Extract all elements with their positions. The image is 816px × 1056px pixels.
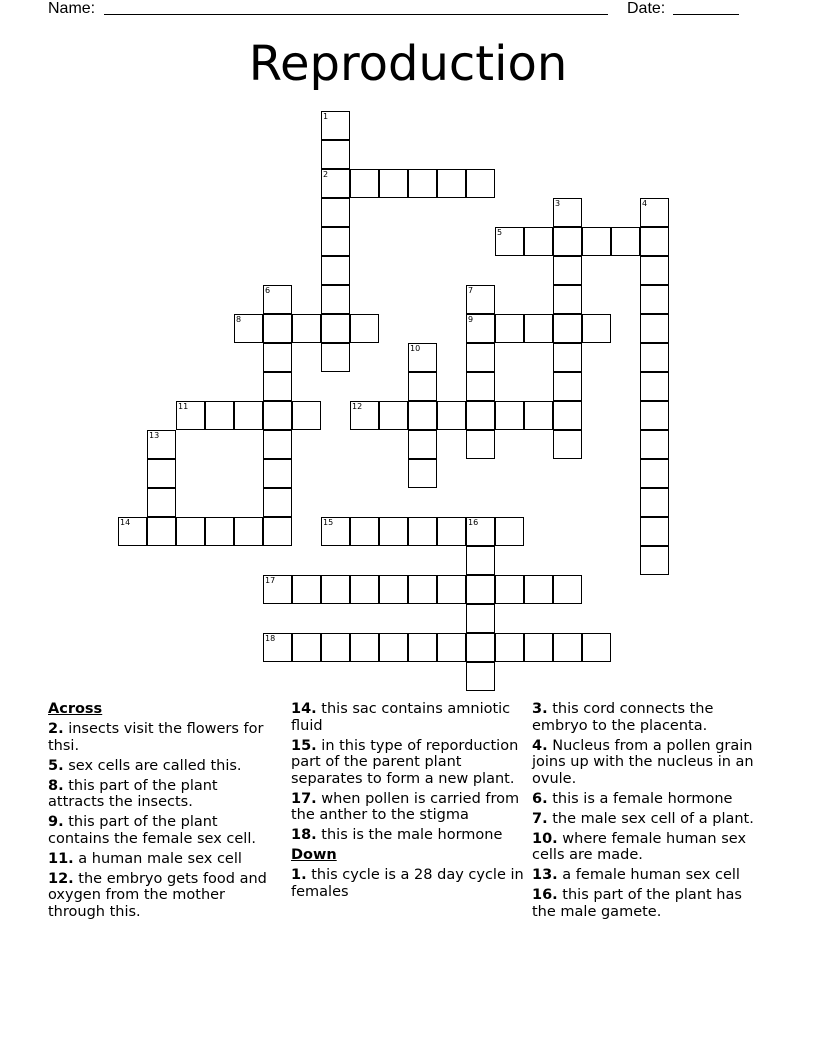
grid-cell[interactable] [553, 227, 582, 256]
clue-item-number: 4. [532, 737, 548, 754]
grid-cell[interactable] [321, 227, 350, 256]
grid-cell[interactable] [408, 633, 437, 662]
grid-cell[interactable] [292, 633, 321, 662]
grid-cell[interactable] [466, 285, 495, 314]
grid-cell[interactable] [582, 227, 611, 256]
grid-cell[interactable] [640, 546, 669, 575]
grid-cell[interactable] [350, 575, 379, 604]
grid-cell[interactable] [495, 227, 524, 256]
grid-cell[interactable] [321, 169, 350, 198]
grid-cell[interactable] [495, 401, 524, 430]
grid-cell[interactable] [466, 343, 495, 372]
clue-item-text: this cycle is a 28 day cycle in females [291, 867, 524, 900]
clue-item-number: 14. [291, 701, 317, 717]
clue-item-number: 17. [291, 790, 317, 807]
grid-cell[interactable] [640, 314, 669, 343]
clue-number: 7 [468, 286, 474, 295]
grid-cell[interactable] [321, 285, 350, 314]
grid-cell[interactable] [263, 575, 292, 604]
grid-cell[interactable] [263, 430, 292, 459]
grid-cell[interactable] [495, 575, 524, 604]
clue-item-text: this is the male hormone [321, 827, 503, 843]
clue-column-2 [291, 701, 526, 904]
grid-cell[interactable] [495, 633, 524, 662]
grid-cell[interactable] [321, 111, 350, 140]
grid-cell[interactable] [321, 314, 350, 343]
clue-item [532, 738, 768, 788]
clue-item-number: 10. [532, 830, 558, 847]
grid-cell[interactable] [234, 314, 263, 343]
grid-cell[interactable] [466, 372, 495, 401]
clue-number: 10 [410, 344, 421, 353]
grid-cell[interactable] [524, 575, 553, 604]
grid-cell[interactable] [263, 343, 292, 372]
grid-cell[interactable] [466, 169, 495, 198]
clue-item [48, 871, 274, 921]
grid-cell[interactable] [408, 401, 437, 430]
across-heading: Across [48, 701, 103, 717]
grid-cell[interactable] [408, 372, 437, 401]
grid-cell[interactable] [553, 343, 582, 372]
page-title: Reproduction [248, 36, 568, 92]
clue-item-text: this cord connects the embryo to the placenta. [532, 701, 714, 734]
grid-cell[interactable] [147, 517, 176, 546]
name-label: Name: [48, 0, 96, 17]
clue-column-1 [48, 701, 274, 924]
grid-cell[interactable] [553, 285, 582, 314]
grid-cell[interactable] [379, 401, 408, 430]
grid-cell[interactable] [263, 459, 292, 488]
grid-cell[interactable] [524, 401, 553, 430]
grid-cell[interactable] [524, 227, 553, 256]
grid-cell[interactable] [147, 459, 176, 488]
grid-cell[interactable] [292, 314, 321, 343]
clue-item-number: 16. [532, 887, 558, 903]
clue-item [291, 791, 526, 824]
clue-column-3 [532, 701, 768, 924]
grid-cell[interactable] [553, 430, 582, 459]
clue-item-text: this part of the plant has the male gamete. [532, 887, 742, 920]
grid-cell[interactable] [379, 575, 408, 604]
clue-number: 12 [352, 402, 363, 411]
clue-item-text: this sac contains amniotic fluid [291, 701, 511, 734]
clue-item-text: a female human sex cell [562, 867, 740, 883]
grid-cell[interactable] [321, 198, 350, 227]
clue-item-text: this part of the plant attracts the insects. [48, 777, 218, 810]
clue-item [291, 738, 526, 788]
grid-cell[interactable] [611, 227, 640, 256]
clue-item [532, 811, 768, 828]
clue-number: 17 [265, 576, 276, 585]
clue-number: 9 [468, 315, 474, 324]
grid-cell[interactable] [263, 401, 292, 430]
grid-cell[interactable] [176, 517, 205, 546]
grid-cell[interactable] [466, 314, 495, 343]
grid-cell[interactable] [437, 575, 466, 604]
grid-cell[interactable] [437, 517, 466, 546]
grid-cell[interactable] [437, 169, 466, 198]
clue-item [291, 867, 526, 900]
grid-cell[interactable] [437, 633, 466, 662]
clue-item-number: 11. [48, 850, 74, 867]
clue-item-text: this part of the plant contains the female sex cell. [48, 814, 256, 847]
grid-cell[interactable] [640, 285, 669, 314]
grid-cell[interactable] [379, 169, 408, 198]
clue-item-text: sex cells are called this. [68, 757, 242, 774]
grid-cell[interactable] [640, 227, 669, 256]
clue-number: 4 [642, 199, 648, 208]
clue-item [532, 701, 768, 734]
clue-number: 18 [265, 634, 276, 643]
clue-item [532, 831, 768, 864]
clue-item-text: when pollen is carried from the anther to the stigma [291, 790, 520, 823]
grid-cell[interactable] [263, 372, 292, 401]
grid-cell[interactable] [379, 517, 408, 546]
grid-cell[interactable] [205, 517, 234, 546]
grid-cell[interactable] [466, 430, 495, 459]
grid-cell[interactable] [437, 401, 466, 430]
grid-cell[interactable] [408, 430, 437, 459]
grid-cell[interactable] [379, 633, 408, 662]
grid-cell[interactable] [263, 633, 292, 662]
grid-cell[interactable] [205, 401, 234, 430]
grid-cell[interactable] [321, 140, 350, 169]
grid-cell[interactable] [321, 517, 350, 546]
clue-item [48, 758, 274, 775]
grid-cell[interactable] [524, 314, 553, 343]
grid-cell[interactable] [263, 314, 292, 343]
clue-item [532, 867, 768, 884]
grid-cell[interactable] [553, 314, 582, 343]
clue-number: 1 [323, 112, 329, 121]
grid-cell[interactable] [640, 198, 669, 227]
clue-item [48, 721, 274, 754]
clue-item [48, 851, 274, 868]
clue-number: 2 [323, 170, 329, 179]
clue-item-number: 1. [291, 867, 307, 883]
clue-item-text: the male sex cell of a plant. [552, 810, 754, 827]
clue-number: 3 [555, 199, 561, 208]
clue-item-text: this is a female hormone [552, 790, 733, 807]
grid-cell[interactable] [408, 459, 437, 488]
grid-cell[interactable] [350, 633, 379, 662]
grid-cell[interactable] [640, 430, 669, 459]
grid-cell[interactable] [495, 517, 524, 546]
clue-number: 6 [265, 286, 271, 295]
grid-cell[interactable] [350, 517, 379, 546]
grid-cell[interactable] [263, 517, 292, 546]
grid-cell[interactable] [640, 488, 669, 517]
grid-cell[interactable] [147, 488, 176, 517]
grid-cell[interactable] [263, 488, 292, 517]
grid-cell[interactable] [640, 401, 669, 430]
grid-cell[interactable] [176, 401, 205, 430]
clue-number: 11 [178, 402, 189, 411]
clue-number: 13 [149, 431, 160, 440]
grid-cell[interactable] [553, 633, 582, 662]
grid-cell[interactable] [640, 517, 669, 546]
grid-cell[interactable] [321, 633, 350, 662]
down-heading: Down [291, 847, 337, 863]
grid-cell[interactable] [321, 343, 350, 372]
clue-item-text: the embryo gets food and oxygen from the mother through this. [48, 870, 267, 920]
clue-item-text: where female human sex cells are made. [532, 830, 747, 863]
grid-cell[interactable] [118, 517, 147, 546]
grid-cell[interactable] [147, 430, 176, 459]
clue-number: 8 [236, 315, 242, 324]
grid-cell[interactable] [408, 517, 437, 546]
grid-cell[interactable] [553, 198, 582, 227]
clue-item [48, 778, 274, 811]
grid-cell[interactable] [582, 314, 611, 343]
clue-item-number: 3. [532, 701, 548, 717]
grid-cell[interactable] [640, 256, 669, 285]
clue-number: 14 [120, 518, 131, 527]
grid-cell[interactable] [408, 169, 437, 198]
clue-item [291, 827, 526, 844]
grid-cell[interactable] [640, 459, 669, 488]
grid-cell[interactable] [553, 372, 582, 401]
grid-cell[interactable] [466, 401, 495, 430]
clue-number: 5 [497, 228, 503, 237]
grid-cell[interactable] [408, 343, 437, 372]
grid-cell[interactable] [466, 662, 495, 691]
clue-item-text: a human male sex cell [78, 850, 242, 867]
grid-cell[interactable] [466, 633, 495, 662]
grid-cell[interactable] [408, 575, 437, 604]
grid-cell[interactable] [350, 169, 379, 198]
clue-item-number: 5. [48, 757, 64, 774]
grid-cell[interactable] [234, 517, 263, 546]
grid-cell[interactable] [582, 633, 611, 662]
clue-item-number: 9. [48, 814, 64, 830]
clue-item-number: 2. [48, 721, 64, 737]
grid-cell[interactable] [640, 372, 669, 401]
grid-cell[interactable] [350, 314, 379, 343]
clue-item-text: in this type of reporduction part of the parent plant separates to form a new plant. [291, 737, 519, 787]
clue-item [532, 887, 768, 920]
grid-cell[interactable] [553, 575, 582, 604]
clue-item-number: 7. [532, 810, 548, 827]
clue-item-number: 13. [532, 867, 558, 883]
grid-cell[interactable] [263, 285, 292, 314]
clue-item [291, 701, 526, 734]
clue-number: 15 [323, 518, 334, 527]
clue-item-number: 15. [291, 737, 317, 754]
clue-number: 16 [468, 518, 479, 527]
clue-item-text: insects visit the flowers for thsi. [48, 721, 264, 754]
grid-cell[interactable] [553, 256, 582, 285]
clue-item [48, 814, 274, 847]
grid-cell[interactable] [321, 256, 350, 285]
grid-cell[interactable] [466, 575, 495, 604]
grid-cell[interactable] [524, 633, 553, 662]
clue-item [532, 791, 768, 808]
grid-cell[interactable] [292, 401, 321, 430]
grid-cell[interactable] [466, 517, 495, 546]
date-label: Date: [627, 0, 666, 17]
grid-cell[interactable] [321, 575, 350, 604]
clue-item-number: 8. [48, 777, 64, 794]
grid-cell[interactable] [466, 604, 495, 633]
grid-cell[interactable] [495, 314, 524, 343]
clue-item-text: Nucleus from a pollen grain joins up with the nucleus in an ovule. [532, 737, 754, 787]
grid-cell[interactable] [292, 575, 321, 604]
grid-cell[interactable] [553, 401, 582, 430]
grid-cell[interactable] [640, 343, 669, 372]
clue-item-number: 6. [532, 790, 548, 807]
clue-item-number: 12. [48, 870, 74, 887]
clue-item-number: 18. [291, 827, 317, 843]
grid-cell[interactable] [350, 401, 379, 430]
grid-cell[interactable] [466, 546, 495, 575]
grid-cell[interactable] [234, 401, 263, 430]
